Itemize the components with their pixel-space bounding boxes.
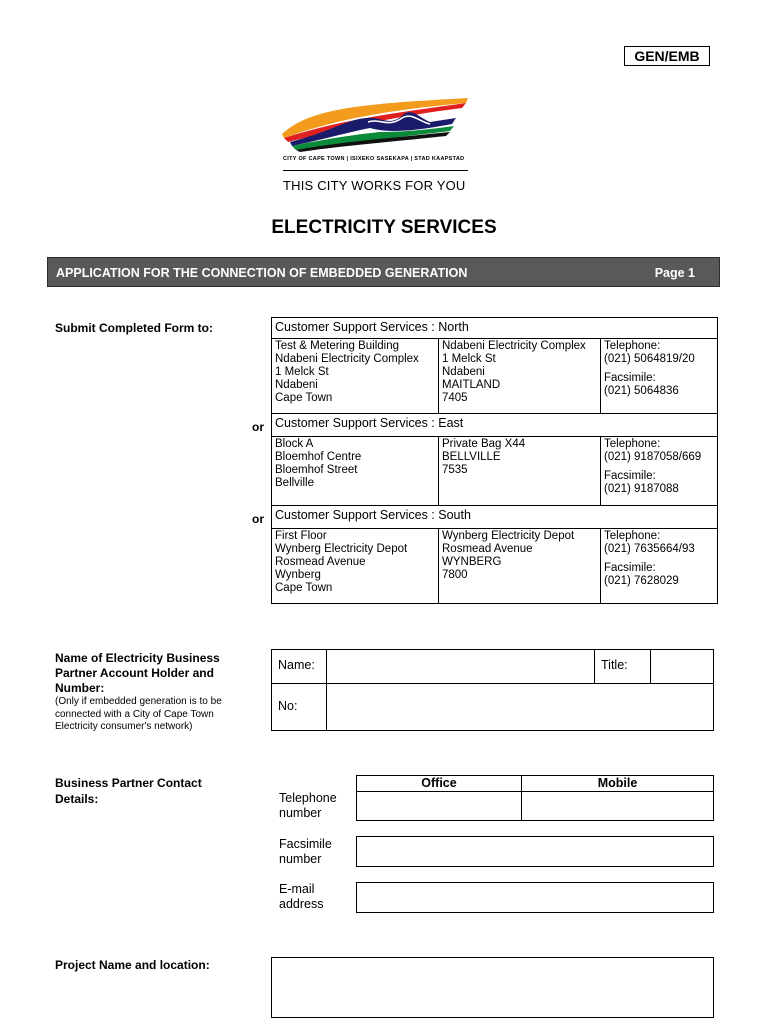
account-label: Name of Electricity Business Partner Account Holder and Number: (Only if embedded generation is to be connected with a City of Cape Town Electricity consumer's network) (55, 651, 222, 732)
no-label: No: (271, 683, 327, 731)
account-number-field[interactable] (326, 683, 714, 731)
office-column-header: Office (356, 775, 522, 792)
or-label-1: or (252, 420, 264, 434)
project-field[interactable] (271, 957, 714, 1018)
title-field[interactable] (650, 649, 714, 684)
or-label-2: or (252, 512, 264, 526)
office-north-address-1: Test & Metering Building Ndabeni Electricity Complex 1 Melck St Ndabeni Cape Town (271, 338, 439, 414)
facsimile-label: Facsimile number (279, 837, 332, 866)
email-label: E-mail address (279, 882, 324, 911)
office-east-contact: Telephone: (021) 9187058/669 Facsimile: (021) 9187088 (600, 436, 718, 506)
title-label: Title: (594, 649, 651, 684)
contact-label: Business Partner Contact Details: (55, 776, 202, 806)
telephone-mobile-field[interactable] (521, 791, 714, 821)
telephone-label: Telephone number (279, 791, 337, 820)
telephone-office-field[interactable] (356, 791, 522, 821)
email-field[interactable] (356, 882, 714, 913)
submit-label: Submit Completed Form to: (55, 321, 213, 335)
banner-title: APPLICATION FOR THE CONNECTION OF EMBEDDED GENERATION (56, 266, 468, 280)
logo-slogan: THIS CITY WORKS FOR YOU (283, 178, 466, 193)
office-north-header: Customer Support Services : North (271, 317, 718, 339)
logo-rule (283, 170, 468, 171)
office-east-address-2: Private Bag X44 BELLVILLE 7535 (438, 436, 601, 506)
logo-city-line: CITY OF CAPE TOWN | ISIXEKO SASEKAPA | STAD KAAPSTAD (283, 156, 465, 162)
office-east-address-1: Block A Bloemhof Centre Bloemhof Street Bellville (271, 436, 439, 506)
mobile-column-header: Mobile (521, 775, 714, 792)
page-title: ELECTRICITY SERVICES (271, 217, 497, 238)
project-label: Project Name and location: (55, 958, 210, 972)
office-north-address-2: Ndabeni Electricity Complex 1 Melck St Ndabeni MAITLAND 7405 (438, 338, 601, 414)
name-field[interactable] (326, 649, 595, 684)
office-east-header: Customer Support Services : East (271, 413, 718, 437)
office-south-header: Customer Support Services : South (271, 505, 718, 529)
facsimile-field[interactable] (356, 836, 714, 867)
form-code: GEN/EMB (624, 46, 710, 66)
name-label: Name: (271, 649, 327, 684)
banner-page-number: Page 1 (654, 266, 695, 280)
office-south-address-2: Wynberg Electricity Depot Rosmead Avenue WYNBERG 7800 (438, 528, 601, 604)
office-south-address-1: First Floor Wynberg Electricity Depot Rosmead Avenue Wynberg Cape Town (271, 528, 439, 604)
office-north-contact: Telephone: (021) 5064819/20 Facsimile: (021) 5064836 (600, 338, 718, 414)
section-banner (47, 257, 720, 287)
office-south-contact: Telephone: (021) 7635664/93 Facsimile: (021) 7628029 (600, 528, 718, 604)
